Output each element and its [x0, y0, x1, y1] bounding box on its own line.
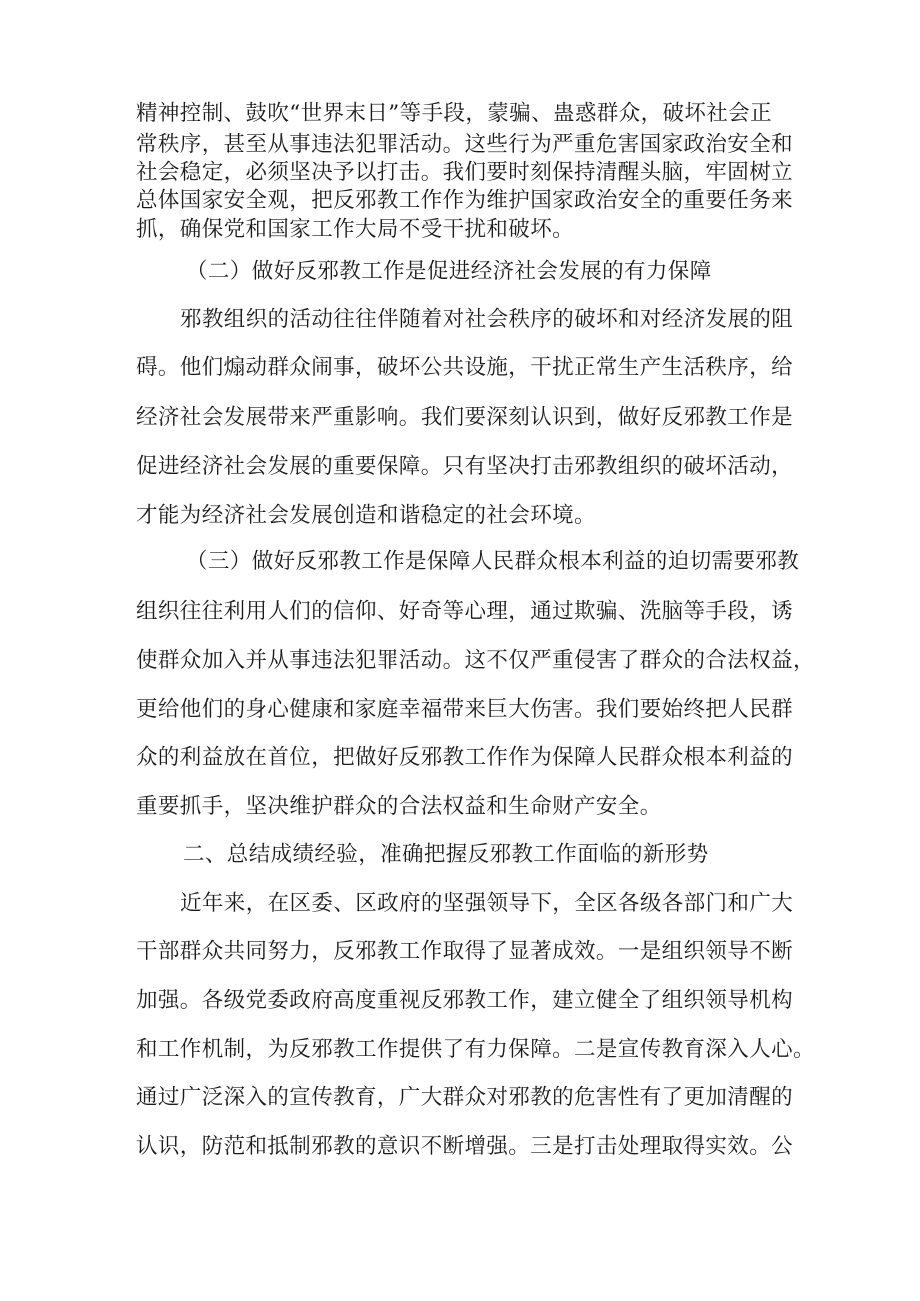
text-line: 通过广泛深入的宣传教育，广大群众对邪教的危害性有了更加清醒的 — [136, 1085, 794, 1110]
text-line: 碍。他们煽动群众闹事，破坏公共设施，干扰正常生产生活秩序，给 — [136, 355, 794, 380]
text-line: 常秩序，甚至从事违法犯罪活动。这些行为严重危害国家政治安全和 — [136, 132, 794, 157]
text-line: 干部群众共同努力，反邪教工作取得了显著成效。一是组织领导不断 — [136, 939, 794, 964]
text-line: 重要抓手，坚决维护群众的合法权益和生命财产安全。 — [136, 794, 662, 819]
text-line: 总体国家安全观，把反邪教工作作为维护国家政治安全的重要任务来 — [136, 188, 794, 213]
section-heading: 二、总结成绩经验，准确把握反邪教工作面临的新形势 — [183, 842, 709, 867]
text-line: 组织往往利用人们的信仰、好奇等心理，通过欺骗、洗脑等手段，诱 — [136, 599, 794, 624]
text-line: 才能为经济社会发展创造和谐稳定的社会环境。 — [136, 503, 596, 528]
text-line: 近年来，在区委、区政府的坚强领导下，全区各级各部门和广大 — [180, 891, 794, 916]
section-heading: （二）做好反邪教工作是促进经济社会发展的有力保障 — [186, 259, 712, 284]
text-line: 加强。各级党委政府高度重视反邪教工作，建立健全了组织领导机构 — [136, 988, 794, 1013]
text-line: 精神控制、鼓吹“世界末日”等手段，蒙骗、蛊惑群众，破坏社会正 — [136, 101, 772, 126]
text-line: 抓，确保党和国家工作大局不受干扰和破坏。 — [136, 217, 575, 242]
text-line: 认识，防范和抵制邪教的意识不断增强。三是打击处理取得实效。公 — [136, 1134, 794, 1159]
text-line: 众的利益放在首位，把做好反邪教工作作为保障人民群众根本利益的 — [136, 745, 794, 770]
text-line: 经济社会发展带来严重影响。我们要深刻认识到，做好反邪教工作是 — [136, 405, 794, 430]
text-line: 更给他们的身心健康和家庭幸福带来巨大伤害。我们要始终把人民群 — [136, 697, 794, 722]
text-line: 和工作机制，为反邪教工作提供了有力保障。二是宣传教育深入人心。 — [136, 1037, 815, 1062]
text-line: 促进经济社会发展的重要保障。只有坚决打击邪教组织的破坏活动， — [136, 454, 794, 479]
text-line: 使群众加入并从事违法犯罪活动。这不仅严重侵害了群众的合法权益， — [136, 648, 815, 673]
text-line: 社会稳定，必须坚决予以打击。我们要时刻保持清醒头脑，牢固树立 — [136, 160, 794, 185]
text-line: 邪教组织的活动往往伴随着对社会秩序的破坏和对经济发展的阻 — [180, 307, 794, 332]
section-heading: （三）做好反邪教工作是保障人民群众根本利益的迫切需要邪教 — [186, 549, 800, 574]
